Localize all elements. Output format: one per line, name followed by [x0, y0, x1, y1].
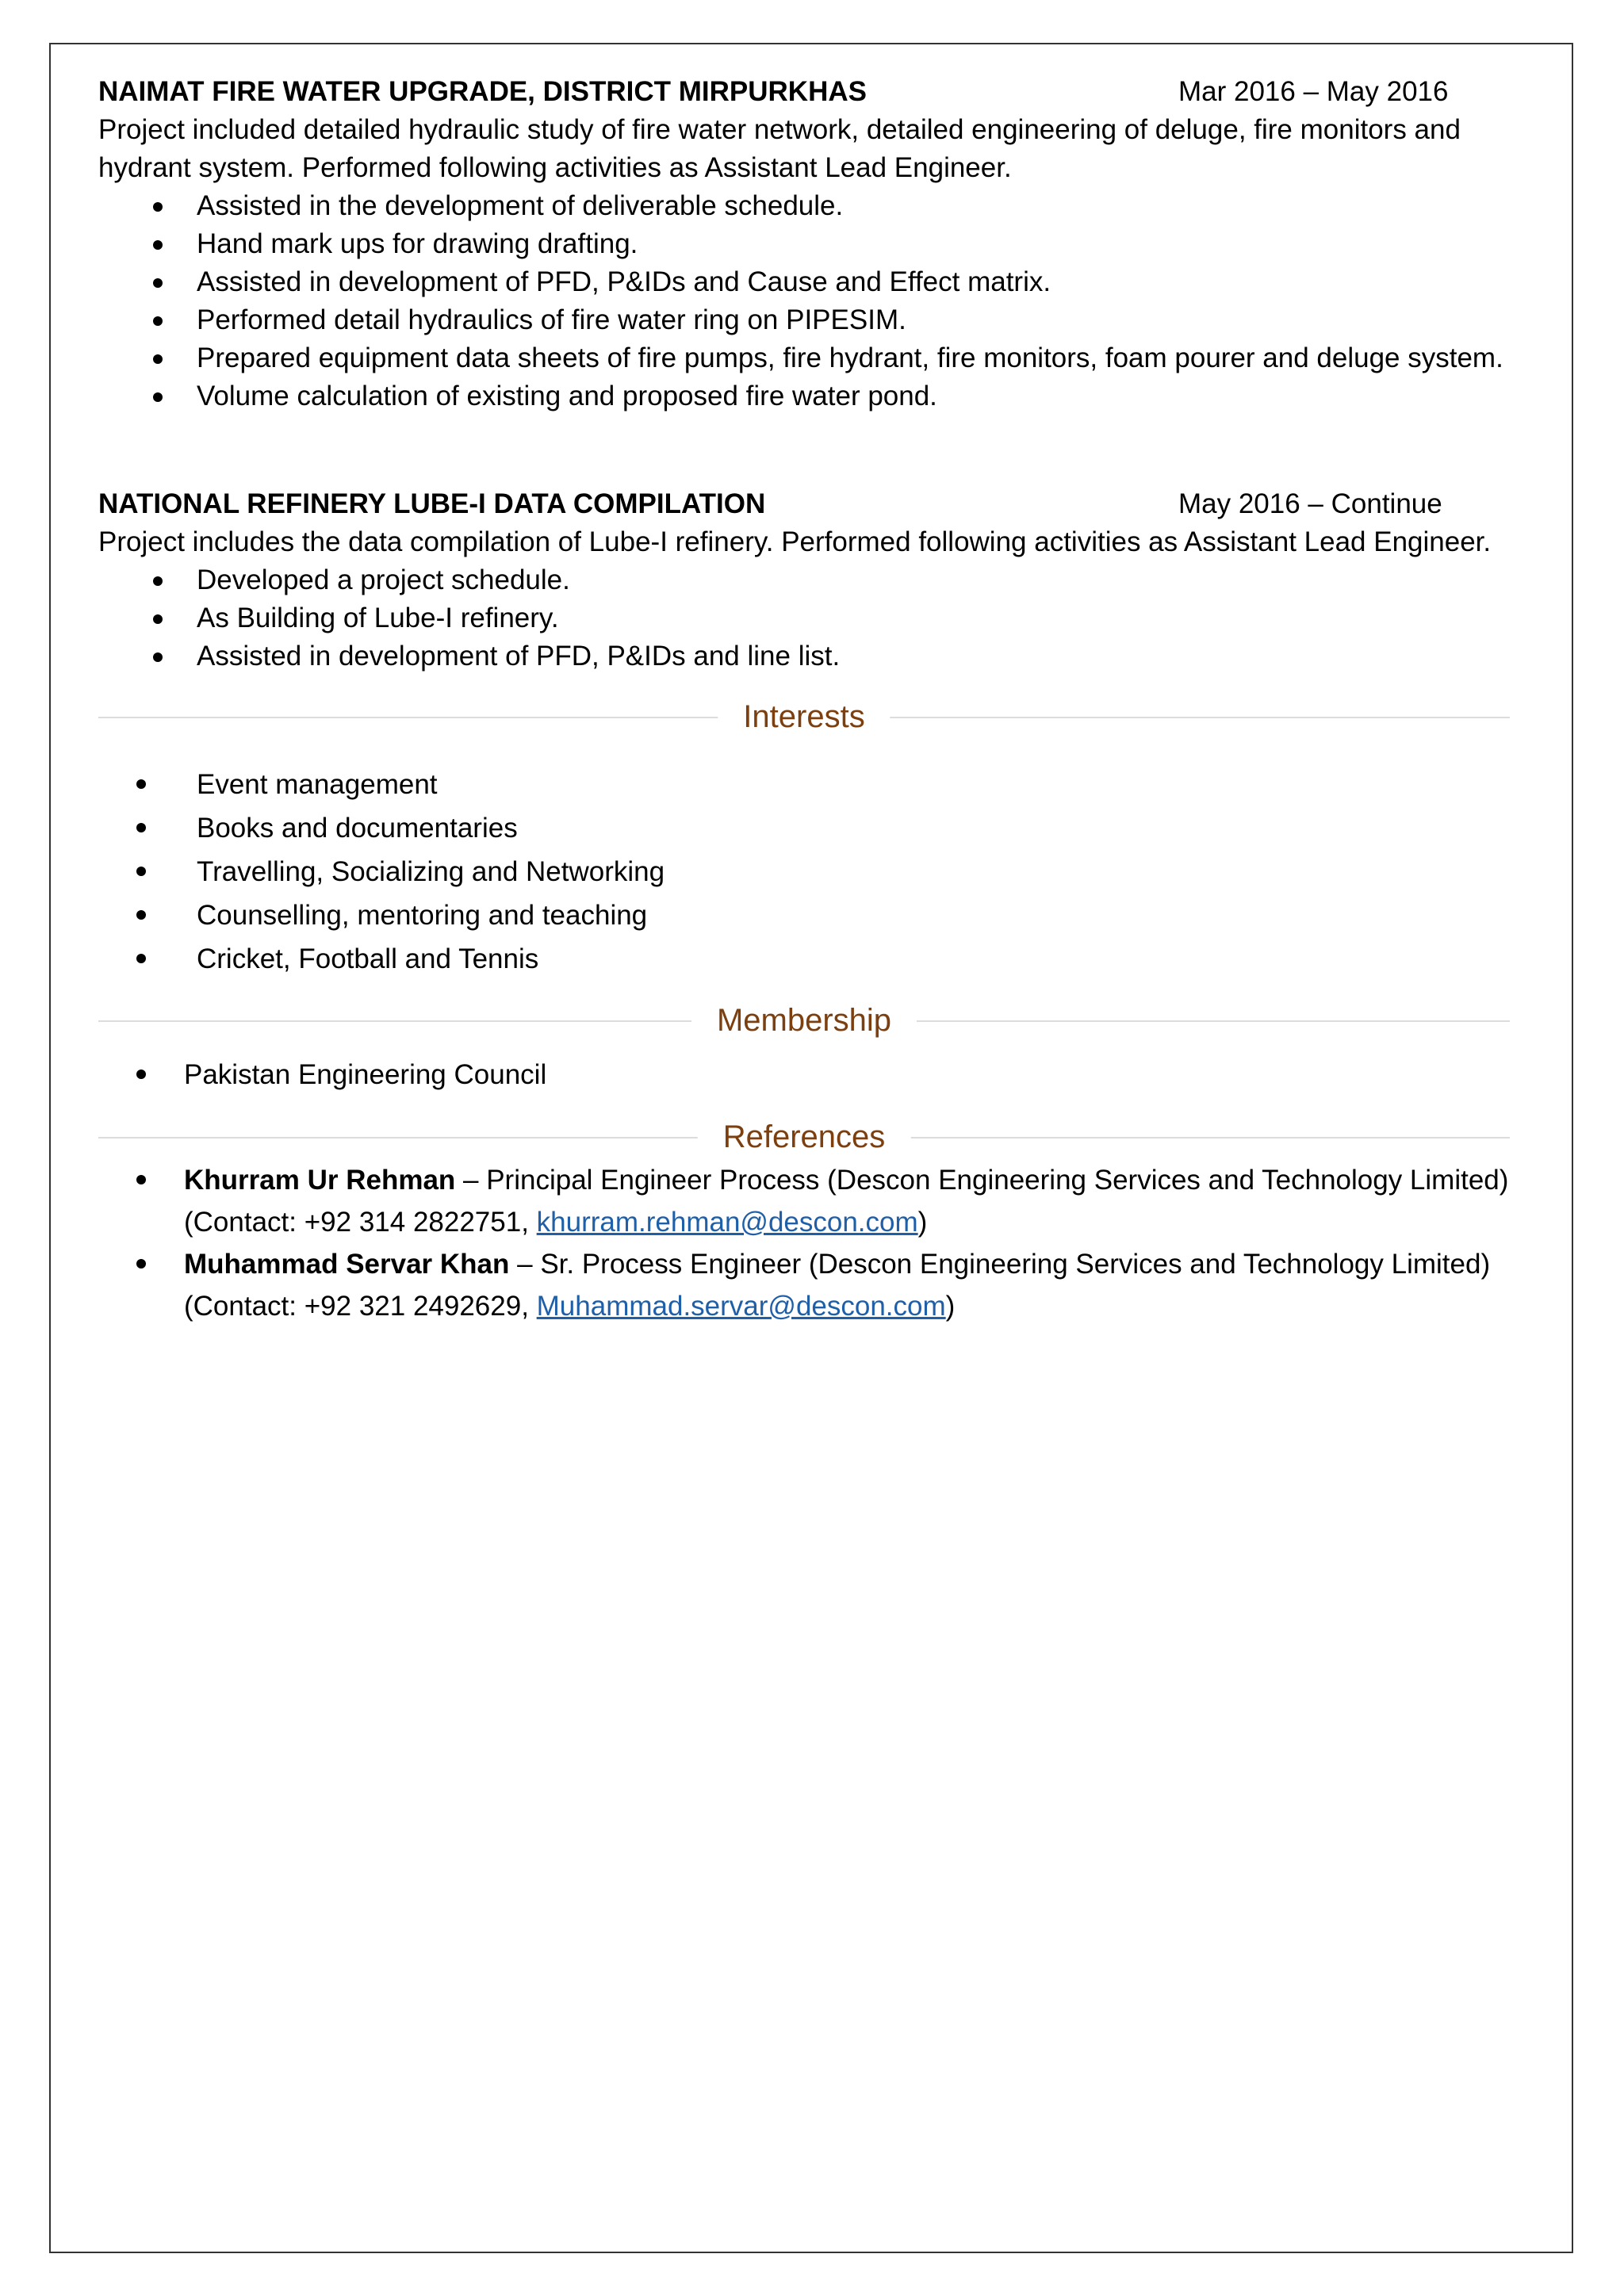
reference-name: Khurram Ur Rehman [184, 1165, 456, 1196]
project-description: Project includes the data compilation of Lube-I refinery. Performed following activities as Assistant Lead Engineer. [98, 526, 1492, 557]
reference-contact-end: ) [945, 1291, 956, 1322]
project-date: Mar 2016 – May 2016 [1178, 76, 1449, 107]
list-item: Hand mark ups for drawing drafting. [98, 225, 1510, 263]
project-date: May 2016 – Continue [1178, 488, 1442, 519]
list-item: Prepared equipment data sheets of fire pumps, fire hydrant, fire monitors, foam pourer and deluge system. [98, 339, 1510, 377]
project-header [98, 73, 1510, 111]
list-item: Books and documentaries [98, 806, 1510, 850]
list-item: Event management [98, 763, 1510, 806]
list-item: Travelling, Socializing and Networking [98, 850, 1510, 894]
reference-email-link[interactable]: khurram.rehman@descon.com [536, 1207, 918, 1238]
list-item: Assisted in the development of deliverable schedule. [98, 187, 1510, 225]
reference-contact: (Contact: +92 314 2822751, [184, 1207, 537, 1238]
list-item: Assisted in development of PFD, P&IDs and Cause and Effect matrix. [98, 263, 1510, 301]
reference-email-link[interactable]: Muhammad.servar@descon.com [536, 1291, 946, 1322]
reference-role: – Sr. Process Engineer (Descon Engineering Services and Technology Limited) [509, 1249, 1491, 1280]
list-item: Cricket, Football and Tennis [98, 937, 1510, 981]
reference-contact: (Contact: +92 321 2492629, [184, 1291, 537, 1322]
reference-role: – Principal Engineer Process (Descon Engineering Services and Technology Limited) [455, 1165, 1509, 1196]
interests-heading [98, 695, 1510, 739]
reference-item [98, 1159, 1510, 1243]
list-item: Volume calculation of existing and proposed fire water pond. [98, 377, 1510, 415]
list-item: As Building of Lube-I refinery. [98, 599, 1510, 637]
section-title: Interests [718, 695, 890, 739]
references-heading [98, 1115, 1510, 1159]
resume-page [98, 73, 1510, 1327]
section-title: Membership [691, 998, 917, 1043]
reference-contact-end: ) [917, 1207, 928, 1238]
project-naimat [98, 73, 1510, 415]
list-item: Counselling, mentoring and teaching [98, 894, 1510, 937]
references-list [98, 1159, 1510, 1327]
membership-heading [98, 998, 1510, 1043]
activity-list [98, 561, 1510, 675]
membership-list [98, 1054, 1510, 1096]
project-title: NAIMAT FIRE WATER UPGRADE, DISTRICT MIRPURKHAS [98, 76, 867, 107]
reference-item [98, 1243, 1510, 1327]
project-national-refinery [98, 485, 1510, 675]
list-item: Pakistan Engineering Council [98, 1054, 1510, 1096]
project-header [98, 485, 1510, 523]
list-item: Performed detail hydraulics of fire water ring on PIPESIM. [98, 301, 1510, 339]
reference-name: Muhammad Servar Khan [184, 1249, 510, 1280]
project-description: Project included detailed hydraulic study of fire water network, detailed engineering of deluge, fire monitors and hydrant system. Performed following activities as Assistant Lead Engineer. [98, 114, 1461, 183]
list-item: Developed a project schedule. [98, 561, 1510, 599]
list-item: Assisted in development of PFD, P&IDs and line list. [98, 637, 1510, 675]
project-title: NATIONAL REFINERY LUBE-I DATA COMPILATION [98, 488, 766, 519]
activity-list [98, 187, 1510, 415]
section-title: References [698, 1115, 911, 1159]
interests-list [98, 763, 1510, 981]
